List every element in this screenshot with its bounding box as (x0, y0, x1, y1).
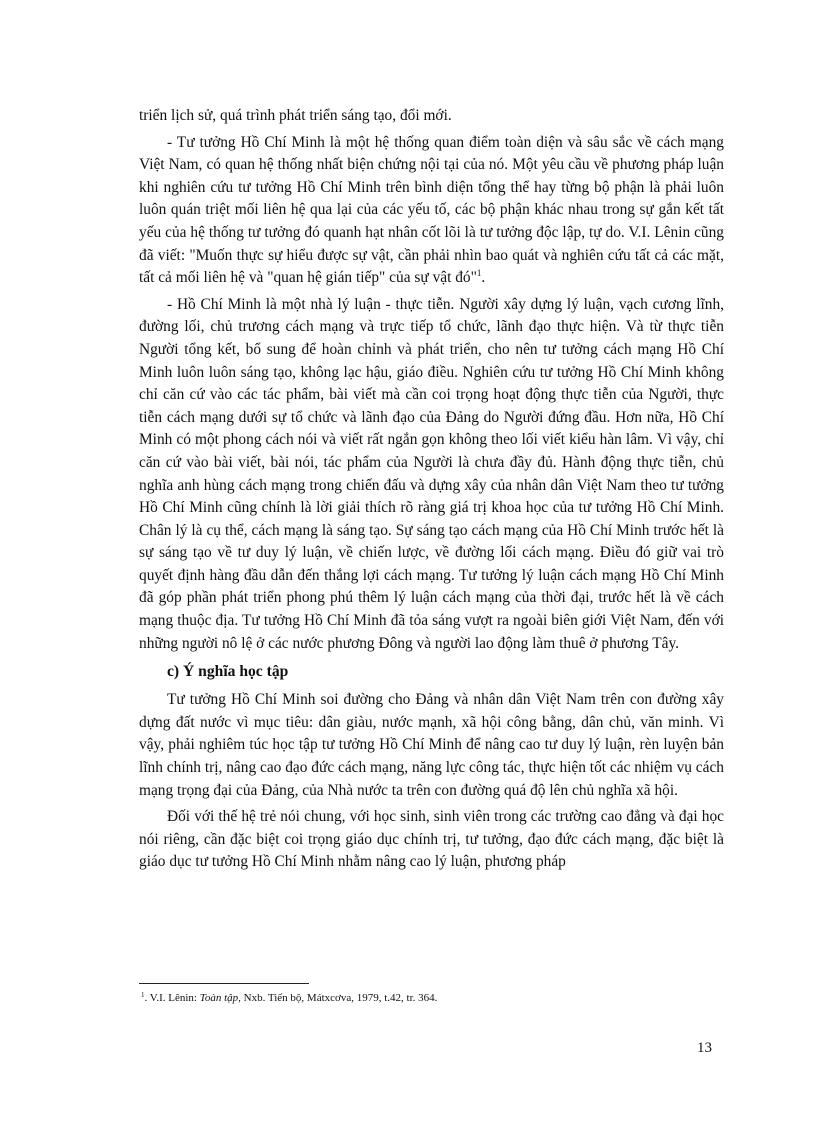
page-body (139, 105, 724, 878)
paragraph-theory-practice: - Hồ Chí Minh là một nhà lý luận - thực tiễn. Người xây dựng lý luận, vạch cương lĩnh, đường lối, chủ trương cách mạng và trực tiếp tổ chức, lãnh đạo thực hiện. Và từ thực tiễn Người tổng kết, bổ sung để hoàn chỉnh và phát triển, cho nên tư tưởng cách mạng Hồ Chí Minh luôn luôn sáng tạo, không lạc hậu, giáo điều. Nghiên cứu tư tưởng Hồ Chí Minh không chỉ căn cứ vào các tác phẩm, bài viết mà cần coi trọng hoạt động thực tiễn của Người, thực tiễn cách mạng dưới sự tổ chức và lãnh đạo của Đảng do Người đứng đầu. Hơn nữa, Hồ Chí Minh có một phong cách nói và viết rất ngắn gọn không theo lối viết kiểu hàn lâm. Vì vậy, chỉ căn cứ vào bài viết, bài nói, tác phẩm của Người là chưa đầy đủ. Hành động thực tiễn, chủ nghĩa anh hùng cách mạng trong chiến đấu và dựng xây của nhân dân Việt Nam theo tư tưởng Hồ Chí Minh cũng chính là lời giải thích rõ ràng giá trị khoa học của tư tưởng Hồ Chí Minh. Chân lý là cụ thể, cách mạng là sáng tạo. Sự sáng tạo cách mạng của Hồ Chí Minh trước hết là sự sáng tạo về tư duy lý luận, về chiến lược, về đường lối cách mạng. Điều đó giữ vai trò quyết định hàng đầu dẫn đến thắng lợi cách mạng. Tư tưởng lý luận cách mạng Hồ Chí Minh đã góp phần phát triển phong phú thêm lý luận cách mạng của thời đại, trước hết là về cách mạng thuộc địa. Tư tưởng Hồ Chí Minh đã tỏa sáng vượt ra ngoài biên giới Việt Nam, đến với những người nô lệ ở các nước phương Đông và người lao động làm thuê ở phương Tây. (139, 295, 724, 652)
paragraph-system-of-views (139, 132, 724, 290)
section-heading: c) Ý nghĩa học tập (167, 663, 289, 681)
footnote-title: Toàn tập (199, 992, 239, 1004)
paragraph-text: - Tư tưởng Hồ Chí Minh là một hệ thống quan điểm toàn diện và sâu sắc về cách mạng Việt Nam, có quan hệ thống nhất biện chứng nội tại của nó. Một yêu cầu về phương pháp luận khi nghiên cứu tư tưởng Hồ Chí Minh trên bình diện tổng thể hay từng bộ phận là phải luôn luôn quán triệt mối liên hệ qua lại của các yếu tố, các bộ phận khác nhau trong sự gắn kết tất yếu của hệ thống tư tưởng đó quanh hạt nhân cốt lõi là tư tưởng độc lập, tự do. V.I. Lênin cũng đã viết: "Muốn thực sự hiểu được sự vật, cần phải nhìn bao quát và nghiên cứu tất cả các mặt, tất cả mối liên hệ và "quan hệ gián tiếp" của sự vật đó" (139, 133, 724, 287)
footnote-separator (139, 983, 309, 984)
page-number: 13 (697, 1040, 712, 1056)
paragraph-significance: Tư tưởng Hồ Chí Minh soi đường cho Đảng và nhân dân Việt Nam trên con đường xây dựng đất nước vì mục tiêu: dân giàu, nước mạnh, xã hội công bằng, dân chủ, văn minh. Vì vậy, phải nghiêm túc học tập tư tưởng Hồ Chí Minh để nâng cao tư duy lý luận, rèn luyện bản lĩnh chính trị, nâng cao đạo đức cách mạng, năng lực công tác, thực hiện tốt các nhiệm vụ cách mạng trọng đại của Đảng, của Nhà nước ta trên con đường quá độ lên chủ nghĩa xã hội. (139, 691, 724, 799)
footnote-suffix: , Nxb. Tiến bộ, Mátxcơva, 1979, t.42, tr. 364. (238, 992, 438, 1004)
footnote-prefix: . V.I. Lênin: (144, 992, 200, 1004)
paragraph-period: . (481, 269, 486, 287)
footnote (141, 992, 437, 1004)
footnote-reference[interactable]: 1 (476, 268, 482, 279)
footnote-marker: 1 (141, 991, 145, 999)
paragraph-young-generation: Đối với thế hệ trẻ nói chung, với học sinh, sinh viên trong các trường cao đẳng và đại học nói riêng, cần đặc biệt coi trọng giáo dục chính trị, tư tưởng, đạo đức cách mạng, đặc biệt là giáo dục tư tưởng Hồ Chí Minh nhằm nâng cao lý luận, phương pháp (139, 808, 724, 871)
paragraph-continuation: triển lịch sử, quá trình phát triển sáng tạo, đổi mới. (139, 107, 452, 124)
